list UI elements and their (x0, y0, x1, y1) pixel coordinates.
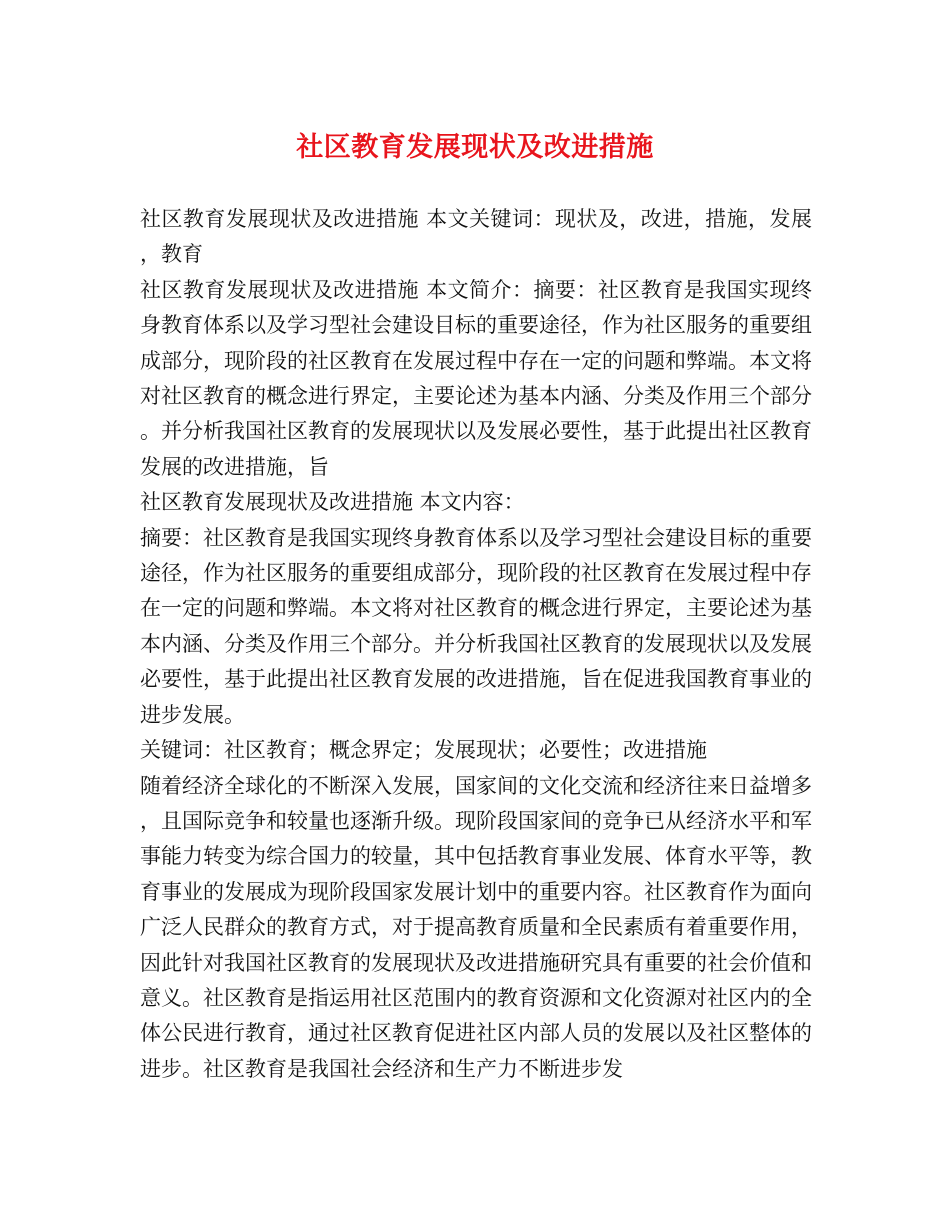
paragraph-abstract: 摘要：社区教育是我国实现终身教育体系以及学习型社会建设目标的重要途径，作为社区服务的重要组成部分，现阶段的社区教育在发展过程中存在一定的问题和弊端。本文将对社区教育的概念进行界定，主要论述为基本内涵、分类及作用三个部分。并分析我国社区教育的发展现状以及发展必要性，基于此提出社区教育发展的改进措施，旨在促进我国教育事业的进步发展。 (140, 525, 812, 727)
paragraph-abstract-summary: 社区教育发展现状及改进措施 本文简介：摘要：社区教育是我国实现终身教育体系以及学习型社会建设目标的重要途径，作为社区服务的重要组成部分，现阶段的社区教育在发展过程中存在一定的问题和弊端。本文将对社区教育的概念进行界定，主要论述为基本内涵、分类及作用三个部分。并分析我国社区教育的发展现状以及发展必要性，基于此提出社区教育发展的改进措施，旨 (140, 277, 812, 479)
paragraph-keywords: 关键词：社区教育；概念界定；发展现状；必要性；改进措施 (140, 738, 707, 763)
document-title: 社区教育发展现状及改进措施 (296, 132, 654, 163)
paragraph-content-heading: 社区教育发展现状及改进措施 本文内容： (140, 490, 525, 515)
document-body (140, 202, 812, 1087)
paragraph-introduction: 随着经济全球化的不断深入发展，国家间的文化交流和经济往来日益增多，且国际竞争和较量也逐渐升级。现阶段国家间的竞争已从经济水平和军事能力转变为综合国力的较量，其中包括教育事业发展、体育水平等，教育事业的发展成为现阶段国家发展计划中的重要内容。社区教育作为面向广泛人民群众的教育方式，对于提高教育质量和全民素质有着重要作用，因此针对我国社区教育的发展现状及改进措施研究具有重要的社会价值和意义。社区教育是指运用社区范围内的教育资源和文化资源对社区内的全体公民进行教育，通过社区教育促进社区内部人员的发展以及社区整体的进步。社区教育是我国社会经济和生产力不断进步发 (140, 773, 812, 1081)
paragraph-keywords-summary: 社区教育发展现状及改进措施 本文关键词：现状及，改进，措施，发展，教育 (140, 207, 812, 267)
